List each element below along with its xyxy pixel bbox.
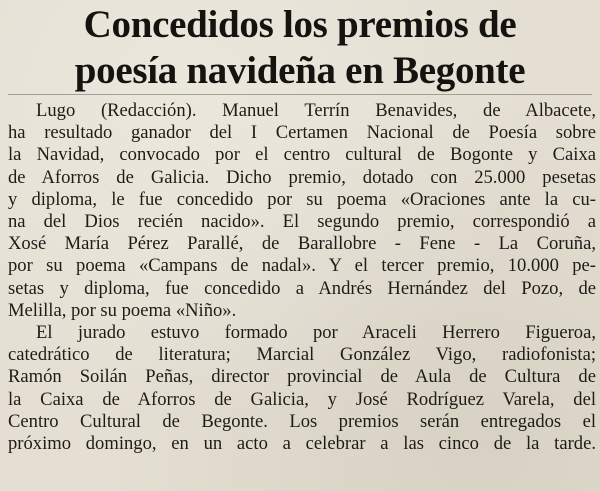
body-line: y diploma, le fue concedido por su poema «Oraciones ante la cu- bbox=[8, 188, 596, 210]
body-line: Ramón Soilán Peñas, director provincial de Aula de Cultura de bbox=[8, 366, 596, 388]
paragraph-2 bbox=[8, 322, 596, 455]
paragraph-1 bbox=[8, 100, 596, 322]
article-body bbox=[8, 100, 596, 455]
body-line: Centro Cultural de Begonte. Los premios serán entregados el bbox=[8, 410, 596, 432]
body-line: próximo domingo, en un acto a celebrar a las cinco de la tarde. bbox=[8, 433, 596, 455]
body-line: por su poema «Campans de nadal». Y el tercer premio, 10.000 pe- bbox=[8, 255, 596, 277]
headline-line: Concedidos los premios de bbox=[83, 3, 517, 46]
headline bbox=[0, 2, 600, 94]
headline-divider bbox=[8, 94, 592, 95]
body-line: ha resultado ganador del I Certamen Nacional de Poesía sobre bbox=[8, 122, 596, 144]
body-line: Xosé María Pérez Parallé, de Barallobre - Fene - La Coruña, bbox=[8, 233, 596, 255]
body-line: setas y diploma, fue concedido a Andrés Hernández del Pozo, de bbox=[8, 277, 596, 299]
body-line: catedrático de literatura; Marcial González Vigo, radiofonista; bbox=[8, 344, 596, 366]
body-line: Melilla, por su poema «Niño». bbox=[8, 299, 237, 321]
headline-line: poesía navideña en Begonte bbox=[74, 49, 526, 92]
body-line: na del Dios recién nacido». El segundo premio, correspondió a bbox=[8, 211, 596, 233]
body-line: El jurado estuvo formado por Araceli Herrero Figueroa, bbox=[36, 322, 596, 344]
body-line: la Navidad, convocado por el centro cultural de Bogonte y Caixa bbox=[8, 144, 596, 166]
body-line: Lugo (Redacción). Manuel Terrín Benavides, de Albacete, bbox=[36, 100, 596, 121]
body-line: de Aforros de Galicia. Dicho premio, dotado con 25.000 pesetas bbox=[8, 166, 596, 188]
body-line: la Caixa de Aforros de Galicia, y José Rodríguez Varela, del bbox=[8, 388, 596, 410]
